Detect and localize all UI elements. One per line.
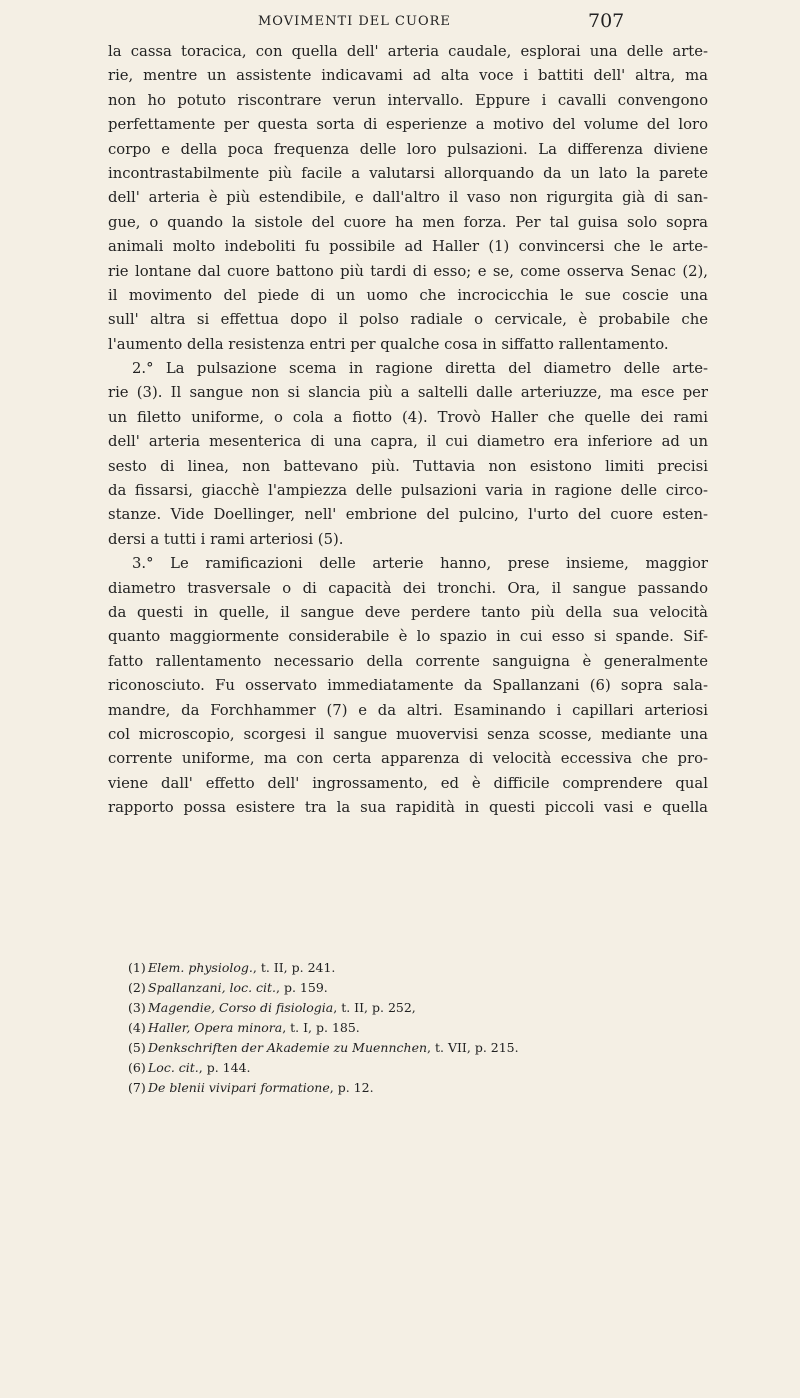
text-line: gue, o quando la sistole del cuore ha men forza. Per tal guisa solo sopra	[108, 213, 708, 231]
text-line: corpo e della poca frequenza delle loro pulsazioni. La differenza diviene	[108, 140, 708, 158]
text-line: dell' arteria mesenterica di una capra, il cui diametro era inferiore ad un	[108, 433, 708, 451]
text-line: stanze. Vide Doellinger, nell' embrione del pulcino, l'urto del cuore esten-	[108, 506, 708, 524]
text-line: mandre, da Forchhammer (7) e da altri. Esaminando i capillari arteriosi	[108, 701, 708, 719]
text-line: la cassa toracica, con quella dell' arteria caudale, esplorai una delle arte-	[108, 43, 708, 60]
text-line: quanto maggiormente considerabile è lo spazio in cui esso si spande. Sif-	[108, 628, 708, 646]
body-text	[108, 40, 708, 821]
text-line: un filetto uniforme, o cola a fiotto (4). Trovò Haller che quelle dei rami	[108, 408, 708, 426]
footnote: (4) Haller, Opera minora, t. I, p. 185.	[128, 1020, 360, 1035]
text-line: fatto rallentamento necessario della corrente sanguigna è generalmente	[108, 652, 708, 670]
text-line: rie lontane dal cuore battono più tardi di esso; e se, come osserva Senac (2),	[108, 262, 708, 280]
footnote: (1) Elem. physiolog., t. II, p. 241.	[128, 960, 336, 975]
text-line: sull' altra si effettua dopo il polso radiale o cervicale, è probabile che	[108, 311, 708, 329]
text-line: diametro trasversale o di capacità dei tronchi. Ora, il sangue passando	[108, 579, 708, 597]
footnote: (2) Spallanzani, loc. cit., p. 159.	[128, 980, 328, 995]
text-line: 3.° Le ramificazioni delle arterie hanno, prese insieme, maggior	[132, 555, 708, 573]
page-header	[0, 8, 800, 38]
footnote: (3) Magendie, Corso di fisiologia, t. II, p. 252,	[128, 1000, 416, 1015]
text-line: da questi in quelle, il sangue deve perdere tanto più della sua velocità	[108, 603, 708, 621]
text-line: non ho potuto riscontrare verun intervallo. Eppure i cavalli convengono	[108, 91, 708, 109]
footnote: (7) De blenii vivipari formatione, p. 12.	[128, 1080, 374, 1095]
running-head: MOVIMENTI DEL CUORE	[258, 14, 451, 29]
text-line: viene dall' effetto dell' ingrossamento, ed è difficile comprendere qual	[108, 774, 708, 792]
footnotes	[128, 958, 708, 1098]
page-number: 707	[588, 10, 625, 32]
text-line: dell' arteria è più estendibile, e dall'altro il vaso non rigurgita già di san-	[108, 189, 708, 207]
footnote: (6) Loc. cit., p. 144.	[128, 1060, 251, 1075]
text-line: riconosciuto. Fu osservato immediatamente da Spallanzani (6) sopra sala-	[108, 677, 708, 695]
text-line: da fissarsi, giacchè l'ampiezza delle pulsazioni varia in ragione delle circo-	[108, 482, 708, 500]
text-line: rie (3). Il sangue non si slancia più a saltelli dalle arteriuzze, ma esce per	[108, 384, 708, 402]
text-line: 2.° La pulsazione scema in ragione diretta del diametro delle arte-	[132, 360, 708, 378]
footnote: (5) Denkschriften der Akademie zu Muennchen, t. VII, p. 215.	[128, 1040, 519, 1055]
text-line: col microscopio, scorgesi il sangue muovervisi senza scosse, mediante una	[108, 725, 708, 743]
text-line: il movimento del piede di un uomo che incrocicchia le sue coscie una	[108, 286, 708, 304]
text-line: corrente uniforme, ma con certa apparenza di velocità eccessiva che pro-	[108, 750, 708, 768]
text-line: rapporto possa esistere tra la sua rapidità in questi piccoli vasi e quella	[108, 799, 708, 817]
text-line: l'aumento della resistenza entri per qualche cosa in siffatto rallentamento.	[108, 335, 669, 353]
text-line: dersi a tutti i rami arteriosi (5).	[108, 530, 344, 548]
text-line: perfettamente per questa sorta di esperienze a motivo del volume del loro	[108, 116, 708, 134]
text-line: rie, mentre un assistente indicavami ad alta voce i battiti dell' altra, ma	[108, 67, 708, 85]
text-line: incontrastabilmente più facile a valutarsi allorquando da un lato la parete	[108, 164, 708, 182]
text-line: animali molto indeboliti fu possibile ad Haller (1) convincersi che le arte-	[108, 238, 708, 256]
text-line: sesto di linea, non battevano più. Tuttavia non esistono limiti precisi	[108, 457, 708, 475]
